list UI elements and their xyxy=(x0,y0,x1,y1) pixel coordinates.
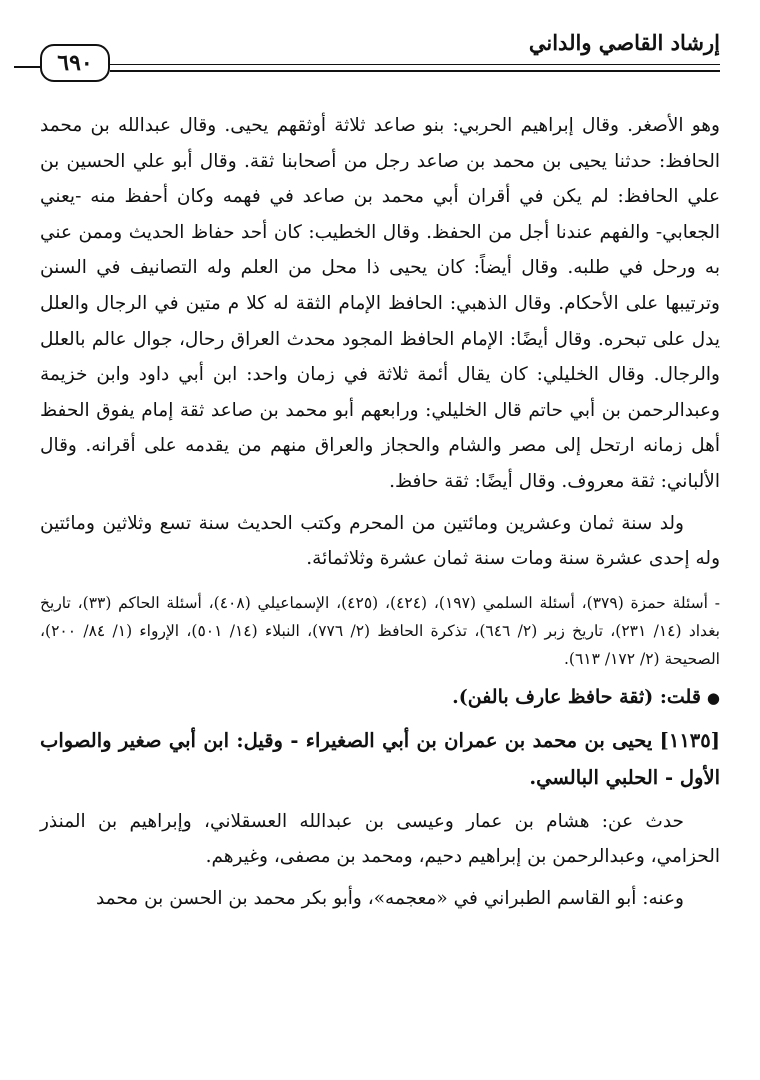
page-header xyxy=(0,0,760,90)
students-paragraph: وعنه: أبو القاسم الطبراني في «معجمه»، وأبو بكر محمد بن الحسن بن محمد xyxy=(95,887,684,909)
biography-paragraph: وهو الأصغر. وقال إبراهيم الحربي: بنو صاعد ثلاثة أوثقهم يحيى. وقال عبدالله بن محمد الحافظ: حدثنا يحيى بن محمد بن صاعد رجل من أصحابنا ثقة. وقال أبو علي الحسين بن علي الحافظ: لم يكن في أقران أبي محمد بن صاعد في فهمه وكان أحفظ منه -يعني الجعابي- والفهم عندنا أجل من الحفظ. وقال الخطيب: كان أحد حفاظ الحديث وممن عني به ورحل في طلبه. وقال أيضاً: كان يحيى ذا محل من العلم وله التصانيف في السنن وترتيبها على الأحكام. وقال الذهبي: الحافظ الإمام الثقة له كلا م متين في الرجال والعلل يدل على تبحره. وقال أيضًا: الإمام الحافظ المجود محدث العراق رحال، جوال عالم بالعلل والرجال. وقال الخليلي: كان يقال أئمة ثلاثة في زمان واحد: ابن أبي داود وابن خزيمة وعبدالرحمن بن أبي حاتم قال الخليلي: ورابعهم أبو محمد بن صاعد ثقة إمام يفوق الحفظ أهل زمانه ارتحل إلى مصر والشام والحجاز والعراق منهم من يقدمه على أقرانه. وقال الألباني: ثقة معروف. وقال أيضًا: ثقة حافظ. xyxy=(40,115,720,492)
running-title: إرشاد القاصي والداني xyxy=(528,30,720,55)
entry-heading: [١١٣٥] يحيى بن محمد بن عمران بن أبي الصغيراء - وقيل: ابن أبي صغير والصواب الأول - الحلبي البالسي. xyxy=(40,728,720,789)
author-note-text: قلت: (ثقة حافظ عارف بالفن). xyxy=(452,685,701,708)
birth-death-paragraph: ولد سنة ثمان وعشرين ومائتين من المحرم وكتب الحديث سنة تسع وثلاثين ومائتين وله إحدى عشرة سنة ومات سنة ثمان عشرة وثلاثمائة. xyxy=(40,512,720,570)
bullet-icon: ● xyxy=(706,688,720,707)
header-rule-thin xyxy=(110,64,720,65)
header-rule-thick xyxy=(110,70,720,72)
author-note xyxy=(40,679,720,716)
sources-list: - أسئلة حمزة (٣٧٩)، أسئلة السلمي (١٩٧)، (٤٢٤)، (٤٢٥)، الإسماعيلي (٤٠٨)، أسئلة الحاكم (٣٣)، تاريخ بغداد (١٤/ ٢٣١)، تاريخ زبر (٢/ ٦٤٦)، تذكرة الحافظ (٢/ ٧٧٦)، النبلاء (١٤/ ٥٠١)، الإرواء (١/ ٨٤/ ٢٠٠)، الصحيحة (٢/ ١٧٢/ ٦١٣). xyxy=(40,593,720,668)
page-content xyxy=(40,108,720,917)
page-number: ٦٩٠ xyxy=(40,44,110,82)
teachers-paragraph: حدث عن: هشام بن عمار وعيسى بن عبدالله العسقلاني، وإبراهيم بن المنذر الحزامي، وعبدالرحمن بن إبراهيم دحيم، ومحمد بن مصفى، وغيرهم. xyxy=(40,810,720,868)
header-rule-left xyxy=(14,66,40,68)
